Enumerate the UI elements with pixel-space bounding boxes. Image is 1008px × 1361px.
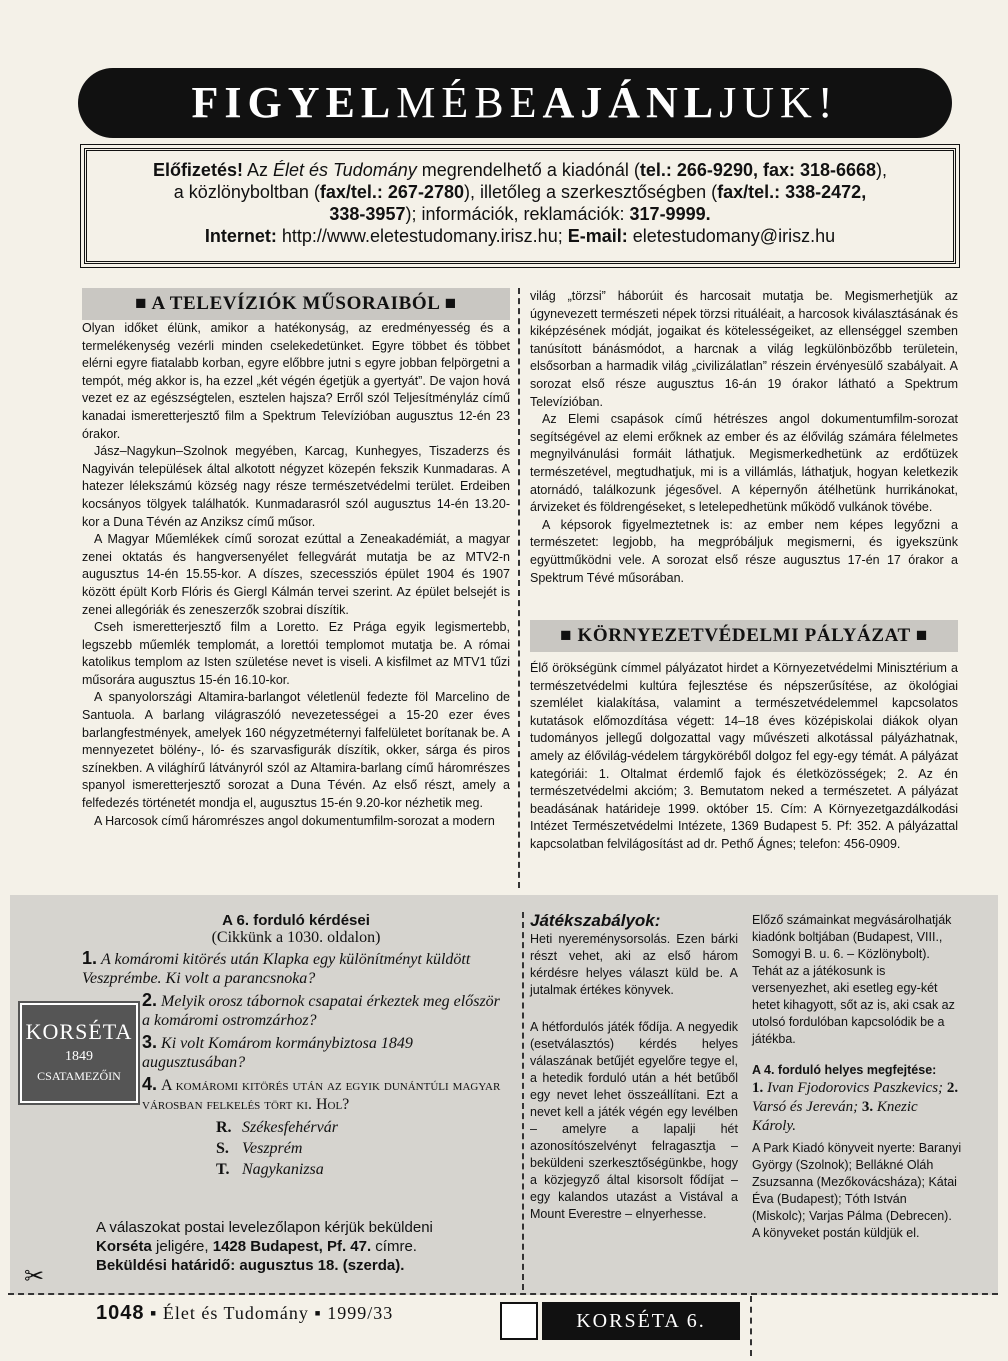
submission-info [96, 1218, 506, 1275]
subscribe-text: Az [242, 160, 273, 180]
header-part1: FIGYEL [191, 78, 397, 127]
subscribe-text: megrendelhető a kiadónál ( [416, 160, 640, 180]
quiz-question [82, 991, 510, 1030]
tv-paragraph: A spanyolországi Altamira-barlangot véletlenül fedezte föl Marcelino de Santuola. A barlang világraszóló nevezetességei a 15-20 ezer éves barlangfestmények, amelyek 160 négyzetméternyi falfelületet borítanak be. A mennyezetet bölény-, ló- és szarvasfigurák díszítik, okker, sárga és piros színekben. A világhírű látványról szól az Altamira-barlang című háromrészes spanyol ismeretterjesztő sorozat a Duna Tévén. Az első részt, amely a felfedezés történetét mondja el, augusztus 15-én 9.20-kor nézhetik meg. [82, 690, 510, 811]
header-part2: MÉBE [396, 78, 543, 127]
solution-title: A 4. forduló helyes megfejtése: [752, 1063, 937, 1077]
subscribe-label: Előfizetés! [152, 160, 243, 180]
subscribe-text: a közlönyboltban ( [173, 182, 320, 202]
rules-paragraph: Heti nyereménysorsolás. Ezen bárki részt vehet, aki az első három kérdésre helyes választ küld be. A jutalmak értékes könyvek. [530, 932, 738, 997]
quiz-question [82, 1075, 510, 1114]
email-label: E-mail: [567, 226, 628, 246]
coupon-cut-line [750, 1296, 752, 1356]
page-number: 1048 [96, 1302, 145, 1324]
deadline-text: Beküldési határidő: augusztus 18. (szerda). [96, 1257, 405, 1274]
send-line1: A válaszokat postai levelezőlapon kérjük beküldeni [96, 1219, 433, 1236]
email-link[interactable]: eletestudomany@irisz.hu [627, 226, 836, 246]
quiz-subtitle: (Cikkünk a 1030. oldalon) [211, 929, 381, 946]
coupon-checkbox [500, 1302, 538, 1340]
subscribe-line3 [97, 203, 943, 225]
question-number: 4. [142, 1074, 158, 1094]
tv-paragraph: világ „törzsi” háborúit és harcosait mutatja be. Megismerhetjük az úgynevezett természeti népek törzsi rituáléait, a harcosok kiválasztásának és kiképzésének módját, jogaikat és kötelességeiket, az ellenséggel szemben tanúsított bánásmódot, a harcnak a világ legkülönbözőbb területein, elsősorban a harmadik világ „civilizálatlan” részein érvényesülő szabályait. A sorozat első része augusztus 16-án 19 órakor látható a Spektrum Televízióban. [530, 289, 958, 409]
footer-text: ▪ Élet és Tudomány ▪ 1999/33 [150, 1303, 394, 1323]
answer-options [82, 1117, 510, 1180]
question-text: Melyik orosz tábornok csapatai érkeztek meg először a komáromi ostromzárhoz? [142, 993, 500, 1029]
solution-text: Ivan Fjodorovics Paszkevics; [767, 1080, 944, 1096]
coupon-tag: KORSÉTA 6. [542, 1302, 740, 1340]
solutions [752, 1079, 962, 1136]
tv-column-right [530, 288, 958, 587]
contest-section-heading: ■ KÖRNYEZETVÉDELMI PÁLYÁZAT ■ [530, 620, 958, 652]
solution-text: Varsó és Jereván; [752, 1099, 859, 1115]
phone-number: tel.: 266-9290, fax: 318-6668 [639, 160, 877, 180]
question-number: 1. [82, 948, 98, 968]
tv-paragraph: A képsorok figyelmeztetnek is: az ember nem képes legyőzni a természetet: legjobb, ha megpróbáljuk megismerni, és igyekszünk együttműködni vele. A sorozat első része augusztus 17-én 17 órakor a Spektrum Tévé műsorában. [530, 517, 958, 585]
badge-year: 1849 [65, 1049, 93, 1064]
subscribe-text: ); információk, reklamációk: [405, 204, 630, 224]
magazine-name: Élet és Tudomány [272, 160, 417, 180]
column-divider [518, 288, 520, 888]
phone-number: fax/tel.: 267-2780 [319, 182, 464, 202]
subscribe-line4 [97, 225, 943, 247]
subscription-box [84, 148, 956, 264]
subscribe-line2 [97, 181, 943, 203]
contest-paragraph: Élő örökségünk címmel pályázatot hirdet a Környezetvédelmi Minisztérium a természetvédelmi kultúra fejlesztése és népszerűsítése, az ökológiai szemlélet kialakítása, valamint a természetvédelemmel kapcsolatos kutatások előmozdítása végett: 14–18 éves középiskolai diákok olyan tudományos jellegű dolgozattal vagy művészeti alkotással pályázhatnak, amely az élővilág-védelem tárgyköréből dolgoz fel egy-egy témát. A pályázat kategóriái: 1. Oltalmat érdemlő fajok és életközösségek; 2. Az én természetvédelmi akcióm; 3. Bemutatom neked a természetet. A pályázat beadásának határideje 1999. október 15. Cím: A Környezetgazdálkodási Intézet Természetvédelmi Intézete, 1369 Budapest 5. Pf: 352. A pályázattal kapcsolatban felvilágosítást ad dr. Pethő Ágnes; telefon: 456-0909. [530, 661, 958, 851]
header-part4: JUK! [719, 78, 839, 127]
coupon-area [500, 1300, 740, 1342]
question-text: A komáromi kitörés után Klapka egy különítményt küldött Veszprémbe. Ki volt a parancsnoka? [82, 951, 471, 987]
subscribe-line1 [97, 159, 943, 181]
send-text: jeligére, [151, 1238, 213, 1255]
solution-text: Knezic Károly. [752, 1099, 918, 1134]
answer-text: Nagykanizsa [242, 1161, 324, 1178]
winners-text: A Park Kiadó könyveit nyerte: Baranyi György (Szolnok); Bellákné Oláh Zsuzsanna (Mezőkovácsháza); Kátai Éva (Budapest); Tóth István (Miskolc); Varjas Pálma (Debrecen). A könyveket postán küldjük el. [752, 1141, 962, 1240]
page-footer [96, 1302, 393, 1325]
answer-letter: S. [216, 1140, 229, 1157]
tv-paragraph: A Harcosok című háromrészes angol dokumentumfilm-sorozat a modern [94, 813, 495, 828]
answer-letter: T. [216, 1161, 230, 1178]
keyword: Korséta [96, 1238, 152, 1255]
phone-number: 317-9999. [629, 204, 711, 224]
send-deadline [96, 1256, 506, 1275]
tv-paragraph: A Magyar Műemlékek című sorozat ezúttal a Zeneakadémiát, a magyar zenei oktatás és hangversenyélet fellegvárát mutatja be az MTV2-n augusztus 14-én 15.55-kor. A díszes, szecessziós épület 1904 és 1907 között épült Korb Flóris és Giergl Kálmán tervei szerint. Az épület belsejét is zenei allegóriák és zeneszerzők szobrai díszítik. [82, 532, 510, 617]
answer-option [216, 1159, 510, 1180]
tv-paragraph: Az Elemi csapások című hétrészes angol dokumentumfilm-sorozat segítségével az elemi erőknek az ember és az élővilág számára félelmetes megnyilvánulási formáit láthatjuk. Megismerkedhetünk az erdőtüzek természetével, megtudhatjuk, mi is a villámlás, láthatjuk, hogyan keletkezik atornádó, találkozunk jégesővel. A képernyőn átélhetünk hurrikánokat, árvizeket és földrengéseket, s letelepedhetünk működő vulkánok tövébe. [530, 412, 958, 515]
internet-label: Internet: [204, 226, 277, 246]
badge-title: KORSÉTA [25, 1019, 133, 1044]
tv-section-heading: ■ A TELEVÍZIÓK MŰSORAIBÓL ■ [82, 288, 510, 320]
rules-title: Játékszabályok: [530, 911, 661, 930]
quiz-divider [522, 912, 524, 1290]
send-text: címre. [371, 1238, 417, 1255]
answer-text: Székesfehérvár [242, 1119, 338, 1136]
page-header-banner [78, 68, 952, 138]
subscribe-text: ), [876, 160, 888, 180]
quiz-questions [82, 912, 510, 1180]
phone-number: fax/tel.: 338-2472, [717, 182, 867, 202]
question-number: 3. [142, 1032, 158, 1052]
question-text: A komáromi kitörés után az egyik dunántúli magyar városban felkelés tört ki. Hol? [142, 1077, 501, 1113]
solution-number: 2. [946, 1080, 959, 1096]
tv-paragraph: Jász–Nagykun–Szolnok megyében, Karcag, Kunhegyes, Tiszaderzs és Nagyiván települések által alkotott négyzet közepén fekszik Kunmadaras. A hatezer lélekszámú község nagy része természetvédelmi terület. Erdeiben kocsányos tölgyek találhatók. Kunmadarasról szól augusztus 14-én 13.20-kor a Duna Tévén az Anziksz című műsor. [82, 444, 510, 529]
rules-column [530, 912, 738, 1223]
quiz-question [82, 1033, 510, 1072]
solution-number: 1. [752, 1080, 764, 1096]
send-line2 [96, 1237, 506, 1256]
tv-column-left [82, 320, 510, 830]
tv-paragraph: Olyan időket élünk, amikor a hatékonyság, az eredményesség és a termelékenység vezérli minden cselekedetünket. Egyre többet és többet elérni egyre fiatalabb korban, egyre előbbre jutni s egyre jobban felpörgetni a tempót, még akkor is, ha ezzel „két végén égetjük a gyertyát”. De vajon hová vezet ez az egészségtelen, esztelen hajsza? Erről szól Teljesítményláz című kanadai ismeretterjesztő film a Spektrum Televízióban augusztus 12-én 23 órakor. [82, 321, 510, 441]
contest-column [530, 660, 958, 854]
tv-paragraph: Cseh ismeretterjesztő film a Loretto. Ez Prága egyik legismertebb, legszebb műemlék templomát, a lorettói templomot mutatja be. A római katolikus templom az Isten születése nevet is viseli. A kisfilmet az MTV1 tűzi műsorára augusztus 15-én 16.10-kor. [82, 620, 510, 687]
quiz-title: A 6. forduló kérdései [222, 912, 370, 929]
quiz-question [82, 949, 510, 988]
header-part3: AJÁNL [542, 78, 720, 127]
badge-subtitle: CSATAMEZŐIN [37, 1069, 121, 1083]
cut-line [8, 1293, 998, 1295]
subscribe-text: ), illetőleg a szerkesztőségben ( [463, 182, 718, 202]
answer-text: Veszprém [242, 1140, 303, 1157]
question-number: 2. [142, 990, 158, 1010]
answer-option [216, 1117, 510, 1138]
back-issues-text: Előző számainkat megvásárolhatják kiadónk boltjában (Budapest, VIII., Somogyi B. u. 6. – Közlönybolt). Tehát az a játékosunk is versenyezhet, aki esetleg egy-két hetet kihagyott, sőt az is, aki csak az utolsó fordulóban kapcsolódik be a játékba. [752, 913, 955, 1046]
phone-number: 338-3957 [329, 204, 406, 224]
postal-address: 1428 Budapest, Pf. 47. [212, 1238, 372, 1255]
solution-number: 3. [861, 1099, 874, 1115]
scissors-icon: ✂ [24, 1263, 45, 1290]
answer-letter: R. [216, 1119, 232, 1136]
question-text: Ki volt Komárom kormánybiztosa 1849 augusztusában? [142, 1035, 413, 1071]
info-column [752, 912, 962, 1256]
rules-paragraph: A hétfordulós játék fődíja. A negyedik (esetválasztós) kérdés helyes válaszának betűjét egyelőre tegye el, a hetedik forduló után a hét betűből egy nevet lehet összeállítani. Ezt a nevet kell a játék végén egy levélben – amelyre a lapalji hét azonosítószelvényt felragasztja – beküldeni szerkesztőségünkbe, hogy a közjegyző által kisorsolt fődíjat – egy kalandos utazást a Vistával a Mount Everestre – elnyerhesse. [530, 1020, 738, 1221]
website-link[interactable]: http://www.eletestudomany.irisz.hu; [276, 226, 568, 246]
answer-option [216, 1138, 510, 1159]
